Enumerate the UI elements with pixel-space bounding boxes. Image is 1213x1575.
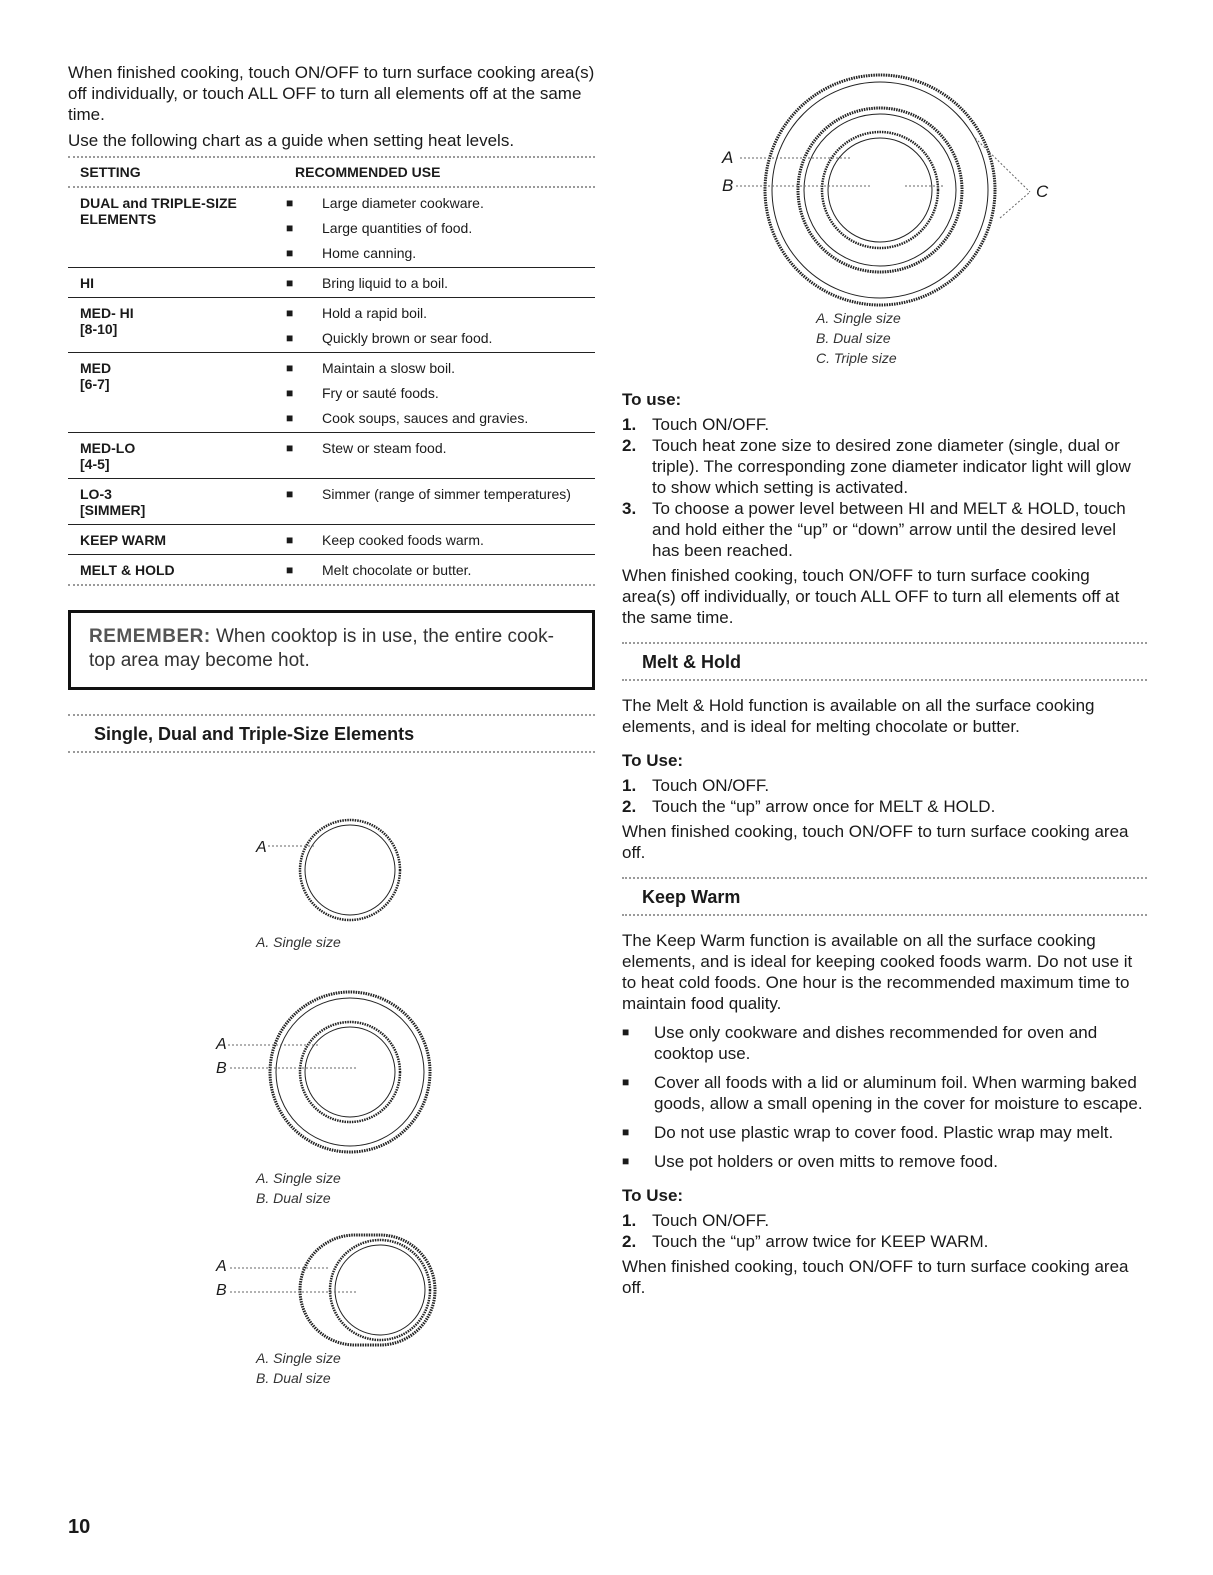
bullet-icon: ■: [622, 1025, 630, 1039]
caption-single: A. Single size: [256, 1170, 341, 1186]
use-item: [286, 220, 595, 236]
step-text: Touch the “up” arrow twice for KEEP WARM.: [652, 1232, 989, 1251]
intro-paragraph: When finished cooking, touch ON/OFF to turn surface cooking area(s) off individually, or touch ALL OFF to turn all elements off at the same time.: [68, 63, 595, 124]
bullet-icon: ■: [622, 1154, 630, 1168]
left-column: [68, 62, 595, 753]
use-text: Maintain a slosw boil.: [322, 360, 456, 376]
use-item: [286, 385, 595, 401]
use-text: Quickly brown or sear food.: [322, 330, 493, 346]
caption-single: A. Single size: [816, 310, 901, 326]
bullet-icon: ■: [286, 361, 294, 375]
divider: [68, 584, 595, 586]
oval-element-diagram: [210, 1232, 470, 1350]
use-item: [286, 440, 595, 456]
bullet-icon: ■: [286, 563, 294, 577]
table-row: [68, 433, 595, 479]
use-item: [286, 410, 595, 426]
keep-to-use-heading: To Use:: [622, 1186, 684, 1205]
dual-element-figure: [210, 990, 470, 1210]
label-a: A: [216, 1258, 227, 1275]
list-item: [622, 1151, 1147, 1172]
use-cell: [286, 532, 595, 548]
keep-warm-bullets: [622, 1022, 1147, 1172]
use-text: Cook soups, sauces and gravies.: [322, 410, 529, 426]
step-number: 1.: [622, 415, 637, 434]
melt-hold-header: [622, 642, 1147, 681]
remember-text: When cooktop is in use, the entire cook- top area may become hot.: [89, 626, 554, 671]
use-text: Keep cooked foods warm.: [322, 532, 484, 548]
step-number: 3.: [622, 499, 637, 518]
bullet-icon: ■: [622, 1075, 630, 1089]
label-b: B: [216, 1060, 227, 1077]
step-item: [622, 1210, 1147, 1231]
use-text: Hold a rapid boil.: [322, 305, 428, 321]
use-text: Home canning.: [322, 245, 417, 261]
keep-warm-desc: The Keep Warm function is available on all the surface cooking elements, and is ideal for keeping cooked foods warm. Do not use it to heat cold foods. One hour is the recommended maximum time to maintain food quality.: [622, 931, 1133, 1013]
use-item: [286, 275, 595, 291]
setting-cell: MED [6-7]: [80, 360, 112, 392]
caption-single: A. Single size: [256, 1350, 341, 1366]
caption-single: A. Single size: [256, 934, 341, 950]
use-cell: [286, 305, 595, 346]
list-item: [622, 1122, 1147, 1143]
bullet-icon: ■: [286, 331, 294, 345]
use-text: Melt chocolate or butter.: [322, 562, 472, 578]
single-element-diagram: [240, 818, 460, 928]
chart-intro: Use the following chart as a guide when setting heat levels.: [68, 131, 515, 150]
use-item: [286, 245, 595, 261]
caption-dual: B. Dual size: [256, 1370, 331, 1386]
table-row: [68, 479, 595, 525]
table-row: [68, 555, 595, 584]
table-row: [68, 525, 595, 555]
setting-cell: LO-3 [SIMMER]: [80, 486, 146, 518]
label-a: A: [256, 839, 267, 856]
use-item: [286, 330, 595, 346]
step-text: Touch heat zone size to desired zone diameter (single, dual or triple). The corresponding zone diameter indicator light will glow to show which setting is activated.: [652, 436, 1131, 497]
triple-element-diagram: [700, 68, 1070, 308]
list-item-text: Cover all foods with a lid or aluminum foil. When warming baked goods, allow a small opening in the cover for moisture to escape.: [654, 1073, 1143, 1113]
list-item: [622, 1072, 1147, 1114]
section-header: [68, 714, 595, 753]
step-text: Touch ON/OFF.: [652, 776, 770, 795]
step-item: [622, 1231, 1147, 1252]
step-text: Touch ON/OFF.: [652, 415, 770, 434]
step-number: 2.: [622, 797, 637, 816]
right-column: [622, 390, 1147, 1298]
keep-finish: When finished cooking, touch ON/OFF to turn surface cooking area off.: [622, 1257, 1129, 1297]
use-text: Fry or sauté foods.: [322, 385, 439, 401]
keep-warm-title: Keep Warm: [642, 887, 741, 907]
melt-steps: [622, 775, 1147, 817]
setting-cell: HI: [80, 275, 94, 291]
label-b: B: [216, 1282, 227, 1299]
use-text: Simmer (range of simmer temperatures): [322, 486, 571, 502]
melt-hold-desc: The Melt & Hold function is available on all the surface cooking elements, and is ideal for melting chocolate or butter.: [622, 696, 1095, 736]
bullet-icon: ■: [286, 487, 294, 501]
use-item: [286, 360, 595, 376]
step-item: [622, 796, 1147, 817]
list-item-text: Do not use plastic wrap to cover food. Plastic wrap may melt.: [654, 1123, 1114, 1142]
label-a: A: [216, 1036, 227, 1053]
use-cell: [286, 195, 595, 261]
melt-finish: When finished cooking, touch ON/OFF to turn surface cooking area off.: [622, 822, 1129, 862]
melt-to-use-heading: To Use:: [622, 751, 684, 770]
label-b: B: [722, 176, 734, 195]
step-number: 1.: [622, 1211, 637, 1230]
table-row: [68, 188, 595, 268]
heat-settings-table: [68, 156, 595, 586]
bullet-icon: ■: [286, 386, 294, 400]
caption-dual: B. Dual size: [816, 330, 891, 346]
step-item: [622, 775, 1147, 796]
use-cell: [286, 360, 595, 426]
table-body: [68, 188, 595, 584]
list-item-text: Use pot holders or oven mitts to remove food.: [654, 1152, 998, 1171]
use-cell: [286, 440, 595, 472]
divider: [68, 751, 595, 753]
table-header: [68, 158, 595, 186]
label-c: C: [1036, 182, 1049, 201]
step-number: 1.: [622, 776, 637, 795]
col-setting: SETTING: [80, 164, 141, 180]
keep-steps: [622, 1210, 1147, 1252]
label-a: A: [722, 148, 734, 167]
use-cell: [286, 562, 595, 578]
table-row: [68, 298, 595, 353]
use-text: Bring liquid to a boil.: [322, 275, 449, 291]
step-item: [622, 414, 1147, 435]
use-item: [286, 532, 595, 548]
setting-cell: MED-LO [4-5]: [80, 440, 136, 472]
bullet-icon: ■: [286, 306, 294, 320]
use-item: [286, 486, 595, 502]
divider: [622, 914, 1147, 916]
use-text: Stew or steam food.: [322, 440, 447, 456]
table-row: [68, 353, 595, 433]
setting-cell: MELT & HOLD: [80, 562, 175, 578]
step-text: Touch the “up” arrow once for MELT & HOLD.: [652, 797, 996, 816]
to-use-steps: [622, 414, 1147, 561]
step-text: To choose a power level between HI and MELT & HOLD, touch and hold either the “up” or “down” arrow until the desired level has been reached.: [652, 499, 1126, 560]
col-recommended-use: RECOMMENDED USE: [295, 164, 441, 180]
list-item: [622, 1022, 1147, 1064]
use-text: Large diameter cookware.: [322, 195, 484, 211]
table-row: [68, 268, 595, 298]
caption-dual: B. Dual size: [256, 1190, 331, 1206]
to-use-heading: To use:: [622, 390, 682, 409]
triple-element-figure: [700, 68, 1070, 373]
remember-label: REMEMBER:: [89, 626, 211, 647]
bullet-icon: ■: [286, 441, 294, 455]
bullet-icon: ■: [286, 411, 294, 425]
use-item: [286, 195, 595, 211]
section-title: Single, Dual and Triple-Size Elements: [94, 724, 415, 744]
melt-hold-title: Melt & Hold: [642, 652, 741, 672]
setting-cell: MED- HI [8-10]: [80, 305, 134, 337]
bullet-icon: ■: [286, 196, 294, 210]
use-cell: [286, 486, 595, 518]
single-element-figure: [240, 818, 460, 968]
remember-box: [68, 610, 595, 690]
setting-cell: DUAL and TRIPLE-SIZE ELEMENTS: [80, 195, 237, 227]
divider: [622, 679, 1147, 681]
page-number: 10: [68, 1516, 91, 1538]
use-item: [286, 562, 595, 578]
list-item-text: Use only cookware and dishes recommended for oven and cooktop use.: [654, 1023, 1098, 1063]
bullet-icon: ■: [286, 221, 294, 235]
use-cell: [286, 275, 595, 291]
step-item: [622, 498, 1147, 561]
bullet-icon: ■: [286, 246, 294, 260]
keep-warm-header: [622, 877, 1147, 916]
bullet-icon: ■: [622, 1125, 630, 1139]
oval-element-figure: [210, 1232, 470, 1392]
setting-cell: KEEP WARM: [80, 532, 167, 548]
step-number: 2.: [622, 436, 637, 455]
finish-paragraph: When finished cooking, touch ON/OFF to turn surface cooking area(s) off individually, or touch ALL OFF to turn all elements off at the same time.: [622, 566, 1120, 627]
caption-triple: C. Triple size: [816, 350, 897, 366]
bullet-icon: ■: [286, 533, 294, 547]
step-number: 2.: [622, 1232, 637, 1251]
step-item: [622, 435, 1147, 498]
bullet-icon: ■: [286, 276, 294, 290]
dual-element-diagram: [210, 990, 470, 1165]
use-text: Large quantities of food.: [322, 220, 473, 236]
step-text: Touch ON/OFF.: [652, 1211, 770, 1230]
use-item: [286, 305, 595, 321]
